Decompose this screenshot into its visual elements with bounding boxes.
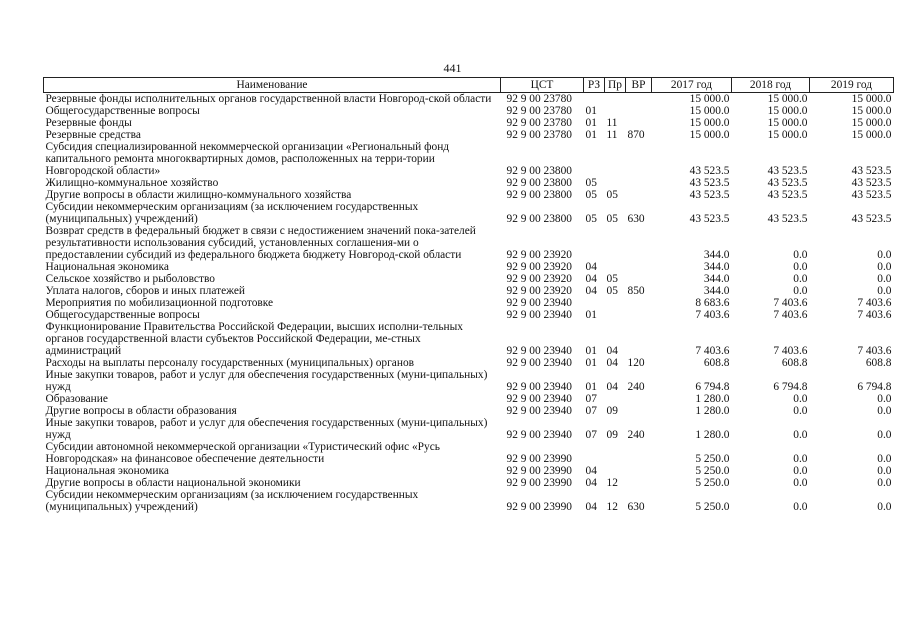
cell-vr: [626, 321, 652, 357]
cell-name: Субсидии некоммерческим организациям (за исключением государственных (муниципальных) учреждений): [45, 201, 419, 225]
cell-2017: 344.0: [703, 285, 730, 297]
cell-2017: 344.0: [703, 249, 730, 261]
cell-2019: 0.0: [877, 501, 892, 513]
cell-2018: 0.0: [793, 429, 808, 441]
cell-cst: 92 9 00 23940: [506, 393, 572, 405]
cell-2019: 43 523.5: [851, 189, 892, 201]
cell-cst: 92 9 00 23990: [506, 453, 572, 465]
cell-pr: [605, 441, 626, 465]
cell-2017: 6 794.8: [695, 381, 730, 393]
cell-2018: 7 403.6: [773, 345, 808, 357]
cell-rz: 05: [585, 213, 597, 225]
cell-2018: 608.8: [781, 357, 808, 369]
header-vr: ВР: [626, 78, 652, 93]
cell-rz: 04: [585, 261, 597, 273]
table-header: [44, 78, 894, 93]
cell-2019: 0.0: [877, 261, 892, 273]
cell-2019: 15 000.0: [851, 93, 892, 105]
cell-pr: [605, 225, 626, 261]
cell-2017: 344.0: [703, 273, 730, 285]
cell-2018: 0.0: [793, 393, 808, 405]
cell-pr: [605, 465, 626, 477]
cell-vr: [626, 141, 652, 177]
cell-2019: 6 794.8: [857, 381, 892, 393]
cell-cst: 92 9 00 23780: [506, 105, 572, 117]
cell-2018: 0.0: [793, 273, 808, 285]
cell-rz: 04: [585, 465, 597, 477]
cell-rz: 04: [585, 501, 597, 513]
cell-2019: 15 000.0: [851, 129, 892, 141]
cell-2018: 0.0: [793, 477, 808, 489]
cell-2018: 15 000.0: [767, 117, 808, 129]
cell-name: Национальная экономика: [45, 465, 169, 477]
page-number: 441: [443, 61, 462, 75]
table-body: [44, 93, 894, 514]
cell-rz: [584, 93, 605, 106]
cell-2018: 0.0: [793, 249, 808, 261]
cell-vr: [626, 189, 652, 201]
header-name: Наименование: [44, 78, 501, 93]
cell-2017: 7 403.6: [695, 309, 730, 321]
cell-cst: 92 9 00 23780: [506, 129, 572, 141]
cell-2017: 15 000.0: [689, 105, 730, 117]
cell-2017: 608.8: [703, 357, 730, 369]
table-row: [44, 489, 894, 513]
header-2018: 2018 год: [732, 78, 810, 93]
cell-2019: 608.8: [865, 357, 892, 369]
cell-2019: 0.0: [877, 405, 892, 417]
table-row: [44, 129, 894, 141]
cell-vr: [626, 393, 652, 405]
cell-2017: 344.0: [703, 261, 730, 273]
cell-vr: [626, 273, 652, 285]
table-row: [44, 261, 894, 273]
table-row: [44, 177, 894, 189]
table-row: [44, 201, 894, 225]
table-row: [44, 393, 894, 405]
cell-cst: 92 9 00 23800: [506, 189, 572, 201]
cell-2018: 0.0: [793, 405, 808, 417]
cell-cst: 92 9 00 23920: [506, 273, 572, 285]
cell-rz: 01: [585, 381, 597, 393]
cell-2019: 43 523.5: [851, 165, 892, 177]
cell-2019: 0.0: [877, 249, 892, 261]
cell-2019: 43 523.5: [851, 177, 892, 189]
cell-vr: 870: [627, 129, 645, 141]
header-2019: 2019 год: [810, 78, 894, 93]
cell-2018: 15 000.0: [767, 105, 808, 117]
cell-cst: 92 9 00 23920: [506, 261, 572, 273]
table-row: [44, 441, 894, 465]
cell-vr: [626, 405, 652, 417]
cell-rz: 05: [585, 177, 597, 189]
cell-name: Другие вопросы в области национальной экономики: [45, 477, 301, 489]
cell-pr: 05: [606, 213, 618, 225]
table-row: [44, 477, 894, 489]
cell-cst: 92 9 00 23920: [506, 285, 572, 297]
cell-cst: 92 9 00 23940: [506, 429, 572, 441]
cell-2018: 15 000.0: [767, 93, 808, 105]
cell-pr: 05: [606, 273, 618, 285]
cell-pr: 05: [606, 189, 618, 201]
cell-rz: 05: [585, 189, 597, 201]
cell-cst: 92 9 00 23940: [506, 309, 572, 321]
cell-2018: 43 523.5: [767, 189, 808, 201]
cell-cst: 92 9 00 23990: [506, 477, 572, 489]
header-2017: 2017 год: [652, 78, 732, 93]
cell-2019: 0.0: [877, 429, 892, 441]
cell-pr: [605, 105, 626, 117]
cell-pr: 09: [606, 429, 618, 441]
cell-vr: [626, 441, 652, 465]
table-row: [44, 357, 894, 369]
cell-rz: 01: [585, 105, 597, 117]
cell-2018: 0.0: [793, 501, 808, 513]
cell-name: Субсидии автономной некоммерческой организации «Туристический офис «Русь Новгородская» на финансовое обеспечение деятельности: [45, 441, 440, 465]
cell-2018: 0.0: [793, 261, 808, 273]
cell-2017: 7 403.6: [695, 345, 730, 357]
table-row: [44, 465, 894, 477]
header-pr: Пр: [605, 78, 626, 93]
cell-2018: 43 523.5: [767, 177, 808, 189]
cell-pr: 11: [606, 129, 618, 141]
cell-vr: 630: [627, 213, 645, 225]
cell-2017: 1 280.0: [695, 405, 730, 417]
table-row: [44, 405, 894, 417]
cell-name: Возврат средств в федеральный бюджет в связи с недостижением значений пока-зателей результативности использования субсидий, установленных соглашения-ми о предоставлении субсидий из федерального бюджета бюджету Новгород-ской области: [45, 225, 476, 261]
header-cst: ЦСТ: [501, 78, 584, 93]
cell-2017: 43 523.5: [689, 165, 730, 177]
cell-name: Образование: [45, 393, 108, 405]
cell-2019: 0.0: [877, 465, 892, 477]
cell-pr: [605, 141, 626, 177]
cell-vr: [626, 177, 652, 189]
cell-cst: 92 9 00 23940: [506, 405, 572, 417]
cell-rz: 04: [585, 477, 597, 489]
table-row: [44, 189, 894, 201]
cell-pr: 04: [606, 345, 618, 357]
cell-name: Иные закупки товаров, работ и услуг для обеспечения государственных (муни-ципальных) нужд: [45, 369, 488, 393]
cell-2019: 0.0: [877, 453, 892, 465]
cell-2019: 0.0: [877, 285, 892, 297]
table-row: [44, 117, 894, 129]
header-rz: РЗ: [584, 78, 605, 93]
cell-2019: 7 403.6: [857, 345, 892, 357]
cell-name: Общегосударственные вопросы: [45, 309, 200, 321]
cell-rz: 04: [585, 285, 597, 297]
cell-vr: [626, 297, 652, 309]
cell-2019: 7 403.6: [857, 309, 892, 321]
cell-2019: 15 000.0: [851, 105, 892, 117]
cell-name: Иные закупки товаров, работ и услуг для обеспечения государственных (муни-ципальных) нужд: [45, 417, 488, 441]
table-row: [44, 417, 894, 441]
cell-2019: 0.0: [877, 477, 892, 489]
cell-2017: 1 280.0: [695, 393, 730, 405]
table-row: [44, 309, 894, 321]
cell-pr: [605, 93, 626, 106]
table-row: [44, 297, 894, 309]
cell-pr: [605, 309, 626, 321]
cell-2017: 5 250.0: [695, 501, 730, 513]
cell-2018: 7 403.6: [773, 297, 808, 309]
table-row: [44, 105, 894, 117]
cell-name: Резервные фонды: [45, 117, 132, 129]
cell-2017: 15 000.0: [689, 129, 730, 141]
cell-rz: [584, 297, 605, 309]
cell-rz: 07: [585, 405, 597, 417]
cell-cst: 92 9 00 23800: [506, 165, 572, 177]
table-row: [44, 369, 894, 393]
cell-rz: 01: [585, 357, 597, 369]
cell-name: Жилищно-коммунальное хозяйство: [45, 177, 219, 189]
cell-cst: 92 9 00 23780: [506, 117, 572, 129]
cell-2019: 0.0: [877, 393, 892, 405]
cell-cst: 92 9 00 23800: [506, 213, 572, 225]
budget-table: [43, 77, 894, 513]
cell-vr: [626, 105, 652, 117]
cell-2018: 0.0: [793, 285, 808, 297]
cell-name: Расходы на выплаты персоналу государственных (муниципальных) органов: [45, 357, 415, 369]
cell-2017: 8 683.6: [695, 297, 730, 309]
cell-2018: 43 523.5: [767, 165, 808, 177]
cell-vr: [626, 93, 652, 106]
cell-vr: [626, 465, 652, 477]
cell-2017: 5 250.0: [695, 477, 730, 489]
cell-cst: 92 9 00 23940: [506, 357, 572, 369]
cell-2019: 43 523.5: [851, 213, 892, 225]
cell-cst: 92 9 00 23800: [506, 177, 572, 189]
table-row: [44, 285, 894, 297]
cell-vr: 240: [627, 429, 645, 441]
cell-rz: 01: [585, 345, 597, 357]
cell-name: Другие вопросы в области жилищно-коммунального хозяйства: [45, 189, 352, 201]
cell-2018: 6 794.8: [773, 381, 808, 393]
cell-pr: [605, 393, 626, 405]
cell-2017: 5 250.0: [695, 453, 730, 465]
cell-cst: 92 9 00 23920: [506, 249, 572, 261]
table-row: [44, 141, 894, 177]
cell-2018: 43 523.5: [767, 213, 808, 225]
cell-name: Национальная экономика: [45, 261, 169, 273]
cell-cst: 92 9 00 23940: [506, 297, 572, 309]
cell-name: Общегосударственные вопросы: [45, 105, 200, 117]
table-row: [44, 225, 894, 261]
table-row: [44, 273, 894, 285]
cell-2017: 1 280.0: [695, 429, 730, 441]
table-row: [44, 321, 894, 357]
cell-rz: [584, 141, 605, 177]
cell-pr: [605, 261, 626, 273]
cell-pr: [605, 177, 626, 189]
cell-vr: 850: [627, 285, 645, 297]
cell-2019: 15 000.0: [851, 117, 892, 129]
cell-2018: 7 403.6: [773, 309, 808, 321]
cell-cst: 92 9 00 23780: [506, 93, 572, 105]
cell-cst: 92 9 00 23990: [506, 465, 572, 477]
cell-rz: 07: [585, 393, 597, 405]
cell-rz: [584, 225, 605, 261]
cell-pr: 12: [606, 501, 618, 513]
cell-2018: 0.0: [793, 453, 808, 465]
cell-2019: 7 403.6: [857, 297, 892, 309]
cell-vr: [626, 309, 652, 321]
cell-name: Субсидия специализированной некоммерческой организации «Региональный фонд капитального ремонта многоквартирных домов, расположенных на терри-тории Новгородской области»: [45, 141, 450, 177]
cell-rz: 01: [585, 117, 597, 129]
cell-2017: 15 000.0: [689, 93, 730, 105]
cell-name: Резервные средства: [45, 129, 141, 141]
cell-name: Другие вопросы в области образования: [45, 405, 237, 417]
table-row: [44, 93, 894, 106]
cell-2017: 5 250.0: [695, 465, 730, 477]
cell-vr: 120: [627, 357, 645, 369]
cell-vr: [626, 117, 652, 129]
cell-2019: 0.0: [877, 273, 892, 285]
cell-vr: [626, 225, 652, 261]
cell-rz: 01: [585, 309, 597, 321]
cell-pr: 12: [606, 477, 618, 489]
cell-rz: 07: [585, 429, 597, 441]
cell-2018: 15 000.0: [767, 129, 808, 141]
cell-pr: 11: [606, 117, 618, 129]
cell-name: Сельское хозяйство и рыболовство: [45, 273, 215, 285]
cell-cst: 92 9 00 23940: [506, 381, 572, 393]
cell-vr: [626, 477, 652, 489]
cell-vr: 630: [627, 501, 645, 513]
cell-rz: 04: [585, 273, 597, 285]
cell-name: Уплата налогов, сборов и иных платежей: [45, 285, 245, 297]
cell-2017: 15 000.0: [689, 117, 730, 129]
cell-2017: 43 523.5: [689, 177, 730, 189]
cell-vr: 240: [627, 381, 645, 393]
cell-name: Субсидии некоммерческим организациям (за исключением государственных (муниципальных) учреждений): [45, 489, 419, 513]
cell-2017: 43 523.5: [689, 189, 730, 201]
cell-rz: 01: [585, 129, 597, 141]
cell-2018: 0.0: [793, 465, 808, 477]
cell-cst: 92 9 00 23990: [506, 501, 572, 513]
cell-name: Мероприятия по мобилизационной подготовке: [45, 297, 274, 309]
cell-vr: [626, 261, 652, 273]
cell-rz: [584, 441, 605, 465]
cell-cst: 92 9 00 23940: [506, 345, 572, 357]
cell-pr: 05: [606, 285, 618, 297]
cell-pr: 04: [606, 381, 618, 393]
cell-name: Резервные фонды исполнительных органов государственной власти Новгород-ской области: [45, 93, 492, 105]
cell-name: Функционирование Правительства Российской Федерации, высших исполни-тельных органов государственной власти субъектов Российской Федерации, ме-стных администраций: [45, 321, 463, 357]
cell-2017: 43 523.5: [689, 213, 730, 225]
cell-pr: [605, 297, 626, 309]
cell-pr: 04: [606, 357, 618, 369]
cell-pr: 09: [606, 405, 618, 417]
